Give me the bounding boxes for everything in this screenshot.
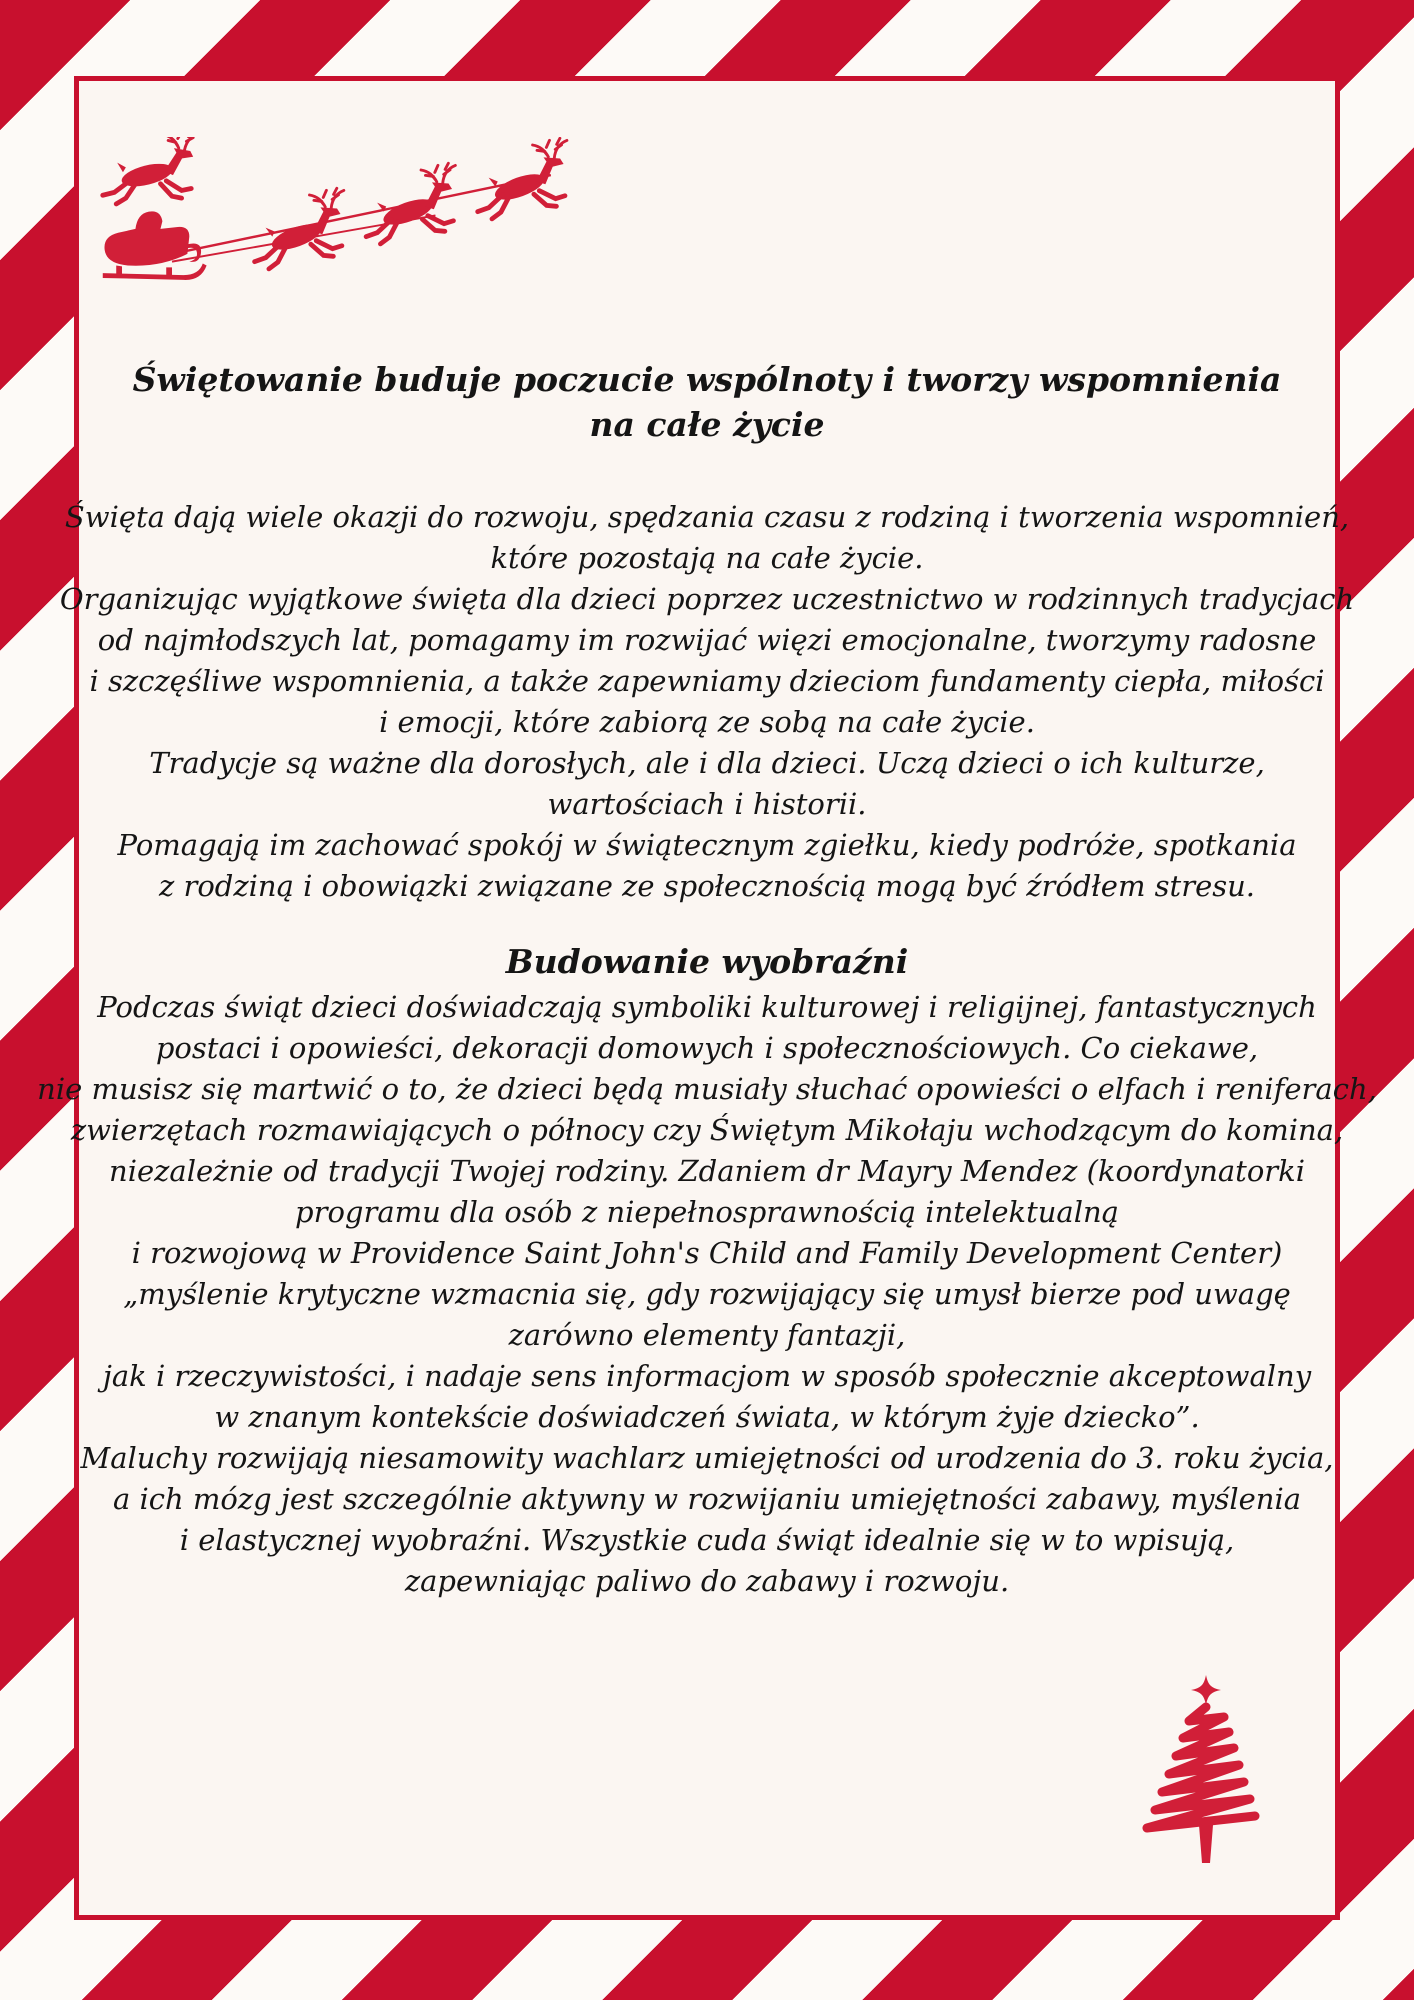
body-line: a ich mózg jest szczególnie aktywny w rozwijaniu umiejętności zabawy, myślenia — [112, 1482, 1302, 1516]
body-line: z rodziną i obowiązki związane ze społecznością mogą być źródłem stresu. — [158, 869, 1256, 903]
document-title — [79, 357, 1335, 447]
body-line: zapewniając paliwo do zabawy i rozwoju. — [404, 1564, 1010, 1598]
body-line: Święta dają wiele okazji do rozwoju, spędzania czasu z rodziną i tworzenia wspomnień, — [64, 500, 1350, 534]
body-line: nie musisz się martwić o to, że dzieci będą musiały słuchać opowieści o elfach i reniferach, — [37, 1072, 1377, 1106]
santa-sleigh-reindeer-icon — [97, 137, 597, 317]
body-line: postaci i opowieści, dekoracji domowych i społecznościowych. Co ciekawe, — [155, 1031, 1259, 1065]
body-line: niezależnie od tradycji Twojej rodziny. Zdaniem dr Mayry Mendez (koordynatorki — [109, 1154, 1305, 1188]
body-line: „myślenie krytyczne wzmacnia się, gdy rozwijający się umysł bierze pod uwagę — [123, 1277, 1291, 1311]
body-line: zwierzętach rozmawiających o północy czy Świętym Mikołaju wchodzącym do komina, — [70, 1113, 1344, 1147]
body-line: i emocji, które zabiorą ze sobą na całe życie. — [379, 705, 1035, 739]
body-line: które pozostają na całe życie. — [490, 541, 924, 575]
body-line: i szczęśliwe wspomnienia, a także zapewniamy dzieciom fundamenty ciepła, miłości — [89, 664, 1325, 698]
body-line: Maluchy rozwijają niesamowity wachlarz umiejętności od urodzenia do 3. roku życia, — [80, 1441, 1334, 1475]
paragraph-imagination — [37, 987, 1377, 1602]
body-line: Podczas świąt dzieci doświadczają symboliki kulturowej i religijnej, fantastycznych — [97, 990, 1317, 1024]
body-line: jak i rzeczywistości, i nadaje sens informacjom w sposób społecznie akceptowalny — [102, 1359, 1312, 1393]
christmas-tree-icon — [1131, 1675, 1281, 1867]
body-line: Tradycje są ważne dla dorosłych, ale i dla dzieci. Uczą dzieci o ich kulturze, — [149, 746, 1265, 780]
body-line: programu dla osób z niepełnosprawnością intelektualną — [295, 1195, 1119, 1229]
body-line: i rozwojową w Providence Saint John's Child and Family Development Center) — [131, 1236, 1283, 1270]
body-line: od najmłodszych lat, pomagamy im rozwijać więzi emocjonalne, tworzymy radosne — [97, 623, 1317, 657]
title-line-2: na całe życie — [589, 405, 825, 444]
body-line: i elastycznej wyobraźni. Wszystkie cuda świąt idealnie się w to wpisują, — [179, 1523, 1235, 1557]
body-line: Organizując wyjątkowe święta dla dzieci poprzez uczestnictwo w rodzinnych tradycjach — [59, 582, 1355, 616]
body-line: wartościach i historii. — [547, 787, 867, 821]
title-line-1: Świętowanie buduje poczucie wspólnoty i tworzy wspomnienia — [132, 360, 1282, 399]
paragraph-celebration — [59, 497, 1355, 907]
section-subheading: Budowanie wyobraźni — [505, 942, 909, 981]
body-line: w znanym kontekście doświadczeń świata, w którym żyje dziecko”. — [214, 1400, 1200, 1434]
letter-page — [37, 76, 1377, 1920]
body-line: Pomagają im zachować spokój w świątecznym zgiełku, kiedy podróże, spotkania — [117, 828, 1297, 862]
body-line: zarówno elementy fantazji, — [508, 1318, 906, 1352]
